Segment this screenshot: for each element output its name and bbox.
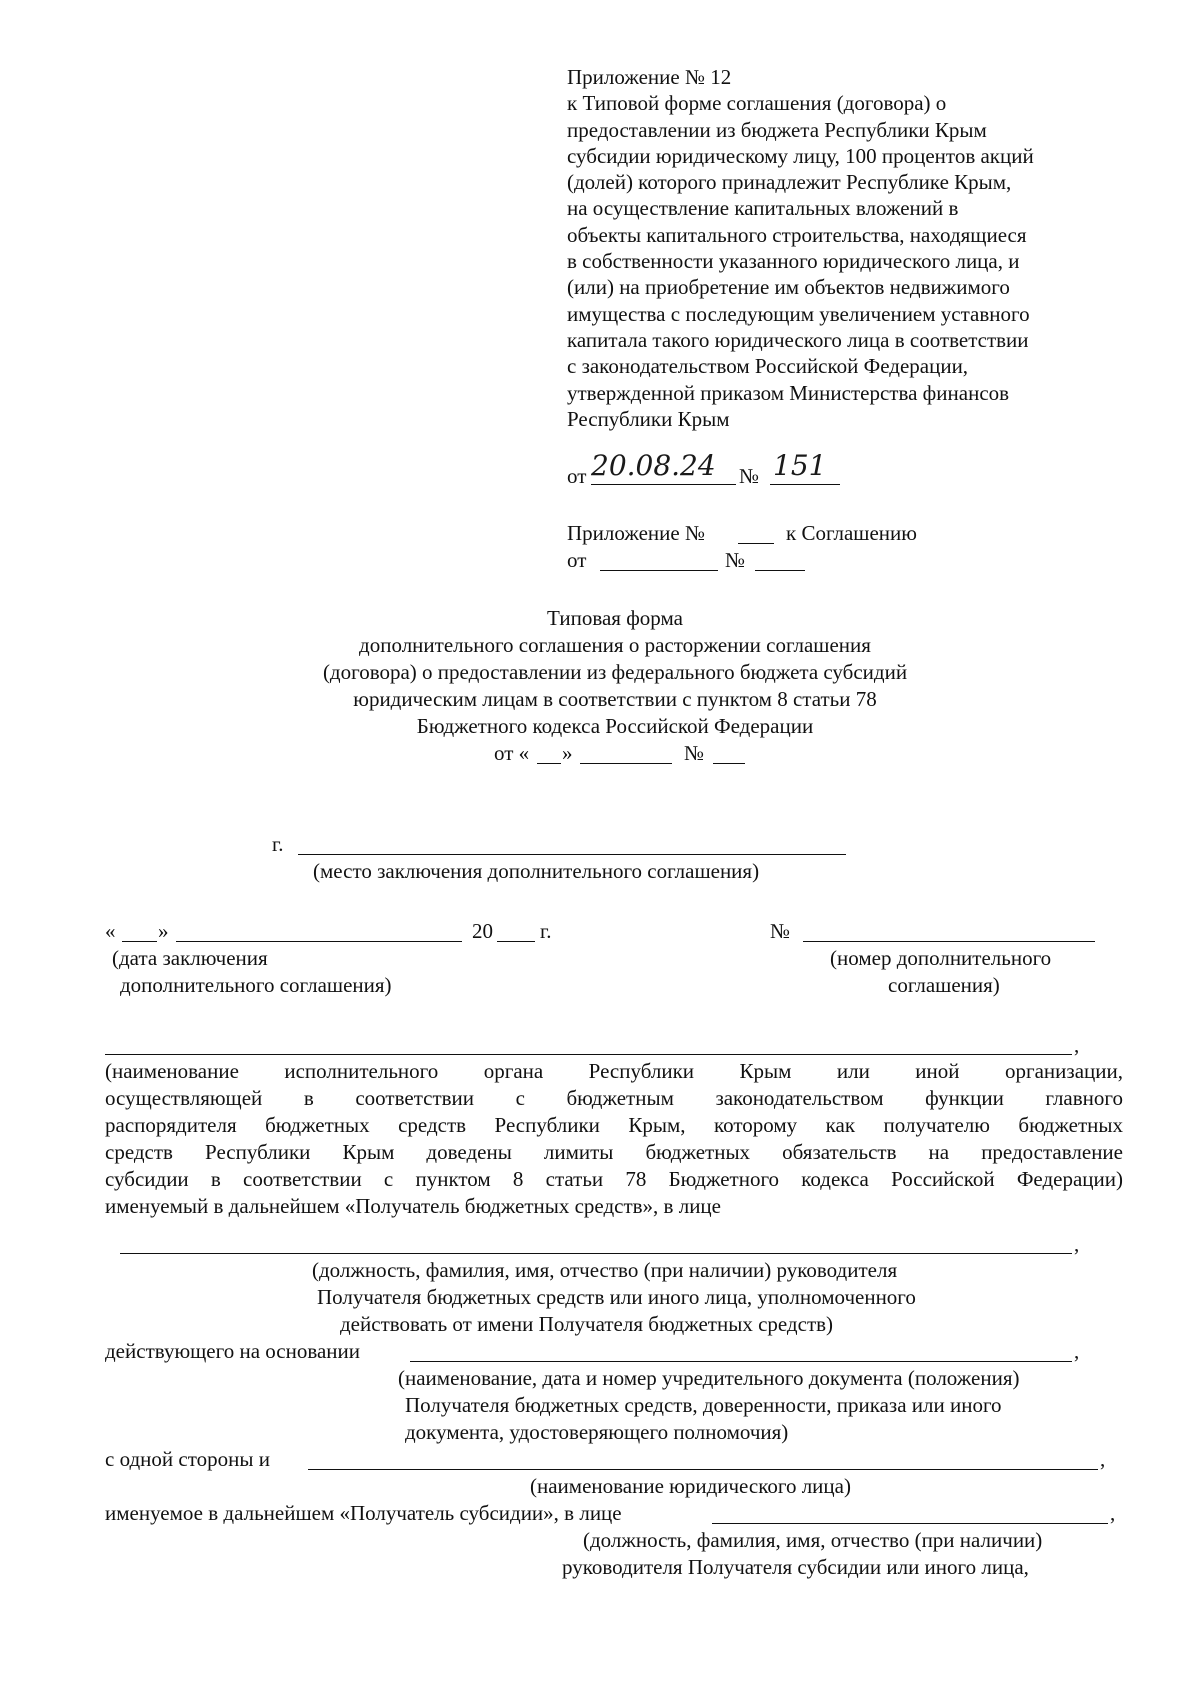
agreement-ref-line2-prefix: от <box>567 548 587 572</box>
comma: , <box>1110 1501 1116 1525</box>
appendix-line: Приложение № 12 <box>567 65 732 89</box>
appendix-block <box>567 64 1127 432</box>
organ-caption-line: распорядителя бюджетных средств Республики Крым, которому как получателю бюджетных <box>105 1113 1123 1137</box>
party-field <box>308 1469 1098 1470</box>
recipient-label: именуемое в дальнейшем «Получатель субсидии», в лице <box>105 1501 622 1525</box>
order-prefix: от <box>567 464 587 488</box>
title-date-no: № <box>684 741 705 765</box>
organ-caption-line: средств Республики Крым доведены лимиты бюджетных обязательств на предоставление <box>105 1140 1123 1164</box>
order-no-line <box>770 484 840 485</box>
date-day-field <box>122 941 157 942</box>
appendix-line: капитала такого юридического лица в соответствии <box>567 327 1029 352</box>
title-day-field <box>537 763 561 764</box>
organ-caption-line: субсидии в соответствии с пунктом 8 статьи 78 Бюджетного кодекса Российской Федерации) <box>105 1167 1123 1191</box>
appendix-line: к Типовой форме соглашения (договора) о <box>567 91 947 116</box>
agreement-ref-line1-suffix: к Соглашению <box>786 521 917 545</box>
appendix-line: на осуществление капитальных вложений в <box>567 196 959 221</box>
appendix-line: предоставлении из бюджета Республики Крым <box>567 117 987 142</box>
head-name-field <box>120 1253 1072 1254</box>
basis-label: действующего на основании <box>105 1339 361 1363</box>
basis-caption-line: (наименование, дата и номер учредительного документа (положения) <box>398 1366 1020 1390</box>
place-field <box>298 854 846 855</box>
date-year-suffix: г. <box>540 919 552 943</box>
organ-caption-line: именуемый в дальнейшем «Получатель бюджетных средств», в лице <box>105 1194 721 1218</box>
order-date-handwritten: 20.08.24 <box>591 449 716 482</box>
date-year-prefix: 20 <box>472 919 493 943</box>
comma: , <box>1074 1232 1080 1256</box>
title-no-field <box>713 763 745 764</box>
recipient-field <box>712 1523 1108 1524</box>
place-prefix: г. <box>272 832 284 856</box>
organ-caption-line: (наименование исполнительного органа Республики Крым или иной организации, <box>105 1059 1123 1083</box>
appendix-line: субсидии юридическому лицу, 100 процентов акций <box>567 143 1034 168</box>
appendix-line: Республики Крым <box>567 406 730 431</box>
appendix-line: в собственности указанного юридического лица, и <box>567 249 1020 274</box>
title-line: Типовая форма <box>547 606 683 630</box>
title-date-prefix: от « <box>494 741 530 765</box>
date-caption: (дата заключения <box>112 946 268 970</box>
appendix-line: с законодательством Российской Федерации, <box>567 354 969 379</box>
basis-field <box>410 1361 1072 1362</box>
title-date-mid: » <box>562 741 573 765</box>
agreement-ref-line2-no: № <box>725 548 746 572</box>
appendix-line: (долей) которого принадлежит Республике Крым, <box>567 170 1012 195</box>
party-caption: (наименование юридического лица) <box>530 1474 851 1498</box>
head-caption-line: действовать от имени Получателя бюджетных средств) <box>340 1312 834 1336</box>
place-caption: (место заключения дополнительного соглашения) <box>313 859 760 883</box>
date-month-field <box>176 941 462 942</box>
basis-caption-line: документа, удостоверяющего полномочия) <box>405 1420 789 1444</box>
title-line: дополнительного соглашения о расторжении соглашения <box>359 633 871 657</box>
recipient-caption-line: (должность, фамилия, имя, отчество (при наличии) <box>583 1528 1043 1552</box>
organ-caption <box>105 1058 1123 1220</box>
agreement-ref-line1-prefix: Приложение № <box>567 521 705 545</box>
comma: , <box>1074 1339 1080 1363</box>
agreement-no-label: № <box>770 919 791 943</box>
appendix-line: объекты капитального строительства, находящиеся <box>567 222 1027 247</box>
appendix-line: утвержденной приказом Министерства финансов <box>567 380 1010 405</box>
agreement-ref-date-field <box>600 570 718 571</box>
order-date-line <box>591 484 736 485</box>
title-line: юридическим лицам в соответствии с пунктом 8 статьи 78 <box>353 687 877 711</box>
order-no-handwritten: 151 <box>773 449 827 482</box>
appendix-line: имущества с последующим увеличением уставного <box>567 301 1030 326</box>
agreement-ref-no-field <box>755 570 805 571</box>
order-no-label: № <box>739 464 760 488</box>
recipient-caption-line: руководителя Получателя субсидии или иного лица, <box>562 1555 1029 1579</box>
date-close-quote: » <box>158 919 169 943</box>
organ-name-field <box>105 1054 1072 1055</box>
date-open-quote: « <box>105 919 116 943</box>
comma: , <box>1074 1033 1080 1057</box>
no-caption: (номер дополнительного <box>830 946 1052 970</box>
agreement-no-field <box>803 941 1095 942</box>
comma: , <box>1100 1447 1106 1471</box>
head-caption-line: Получателя бюджетных средств или иного лица, уполномоченного <box>317 1285 916 1309</box>
title-month-field <box>580 763 672 764</box>
title-line: (договора) о предоставлении из федерального бюджета субсидий <box>322 660 908 684</box>
basis-caption-line: Получателя бюджетных средств, доверенности, приказа или иного <box>405 1393 1002 1417</box>
date-year-field <box>497 941 535 942</box>
agreement-ref-number-field <box>738 543 774 544</box>
date-caption: дополнительного соглашения) <box>120 973 392 997</box>
appendix-line: (или) на приобретение им объектов недвижимого <box>567 275 1010 300</box>
title-line: Бюджетного кодекса Российской Федерации <box>416 714 814 738</box>
no-caption: соглашения) <box>888 973 1000 997</box>
organ-caption-line: осуществляющей в соответствии с бюджетным законодательством функции главного <box>105 1086 1123 1110</box>
head-caption-line: (должность, фамилия, имя, отчество (при наличии) руководителя <box>312 1258 898 1282</box>
party-label: с одной стороны и <box>105 1447 270 1471</box>
